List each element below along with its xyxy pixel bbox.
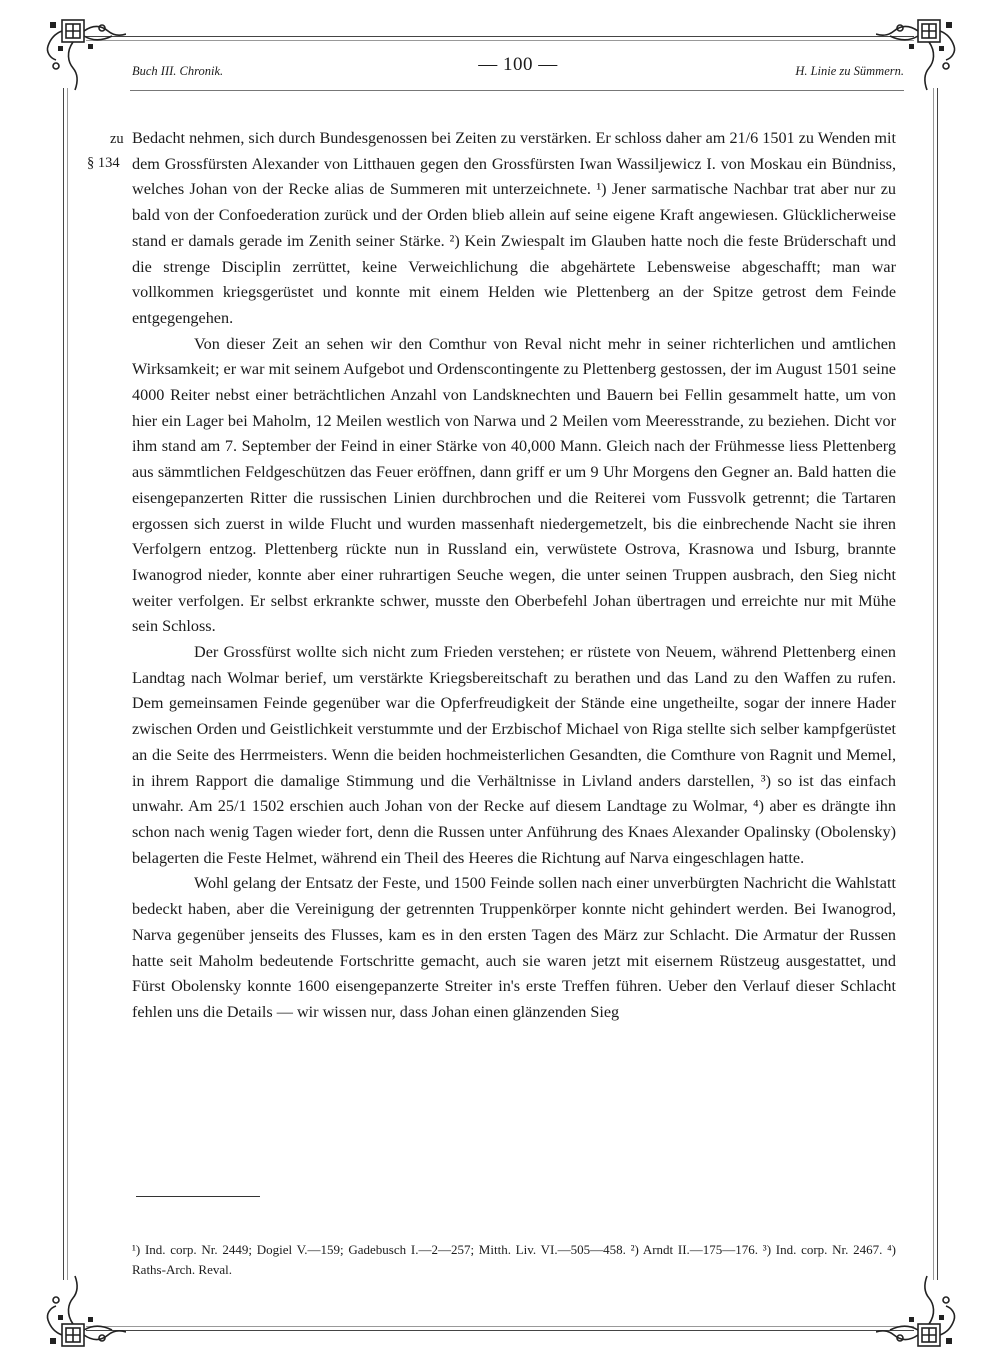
frame-border-top [86, 36, 914, 37]
body-text [132, 126, 896, 1026]
margin-note-zu: zu [110, 131, 124, 147]
corner-ornament-icon [42, 1268, 126, 1352]
frame-border-left [63, 88, 64, 1280]
frame-border-bottom [86, 1330, 914, 1331]
frame-border-top-inner [86, 40, 914, 41]
footnotes: ¹) Ind. corp. Nr. 2449; Dogiel V.—159; Gadebusch I.—2—257; Mitth. Liv. VI.—505—458. ²) Arndt II.—175—176. ³) Ind. corp. Nr. 2467. ⁴) Raths-Arch. Reval. [132, 1242, 896, 1277]
page-number: — 100 — [478, 54, 558, 75]
corner-ornament-icon [42, 14, 126, 98]
frame-border-right [937, 88, 938, 1280]
header-section-title: H. Linie zu Sümmern. [795, 64, 904, 78]
running-header [132, 54, 904, 82]
frame-border-left-inner [67, 88, 68, 1280]
header-rule [130, 90, 904, 91]
frame-border-bottom-inner [86, 1326, 914, 1327]
paragraph: Wohl gelang der Entsatz der Feste, und 1500 Feinde sollen nach einer unverbürgten Nachricht die Wahlstatt bedeckt haben, aber die Vereinigung der getrennten Truppenkörper konnte nicht gehindert werden. Bei Iwanogrod, Narva gegenüber jenseits des Flusses, kam es in den ersten Tagen des März zur Schlacht. Die Armatur der Russen hatte seit Maholm bedeutende Fortschritte gemacht, auch sie waren jetzt mit eisernem Rüstzeug ausgestattet, und Fürst Obolensky konnte 1600 eisengepanzerte Streiter in's erste Treffen führen. Ueber den Verlauf dieser Schlacht fehlen uns die Details — wir wissen nur, dass Johan einen glänzenden Sieg [132, 874, 896, 1021]
paragraph: Bedacht nehmen, sich durch Bundesgenossen bei Zeiten zu verstärken. Er schloss daher am 21/6 1501 zu Wenden mit dem Grossfürsten Alexander von Litthauen gegen den Grossfürsten Iwan Wassiljewicz I. von Moskau ein Bündniss, welches Johan von der Recke alias de Summeren mit unterzeichnete. ¹) Jener sarmatische Nachbar trat aber nur zu bald von der Confoederation zurück und der Orden blieb allein auf seine eigene Kraft angewiesen. Glücklicherweise stand er damals gerade im Zenith seiner Stärke. ²) Kein Zwiespalt im Glauben hatte noch die feste Brüderschaft und die strenge Disciplin zerrüttet, keine Verweichlichung die abgehärtete Lebensweise abgeschafft; man war vollkommen kriegsgerüstet und konnte mit einem Helden wie Plettenberg an der Spitze getrost dem Feinde entgegengehen. [132, 129, 896, 327]
header-book-title: Buch III. Chronik. [132, 64, 224, 78]
paragraph: Von dieser Zeit an sehen wir den Comthur von Reval nicht mehr in seiner richterlichen und amtlichen Wirksamkeit; er war mit seinem Aufgebot und Ordenscontingente zu Plettenberg gestossen, der im August 1501 seine 4000 Reiter nebst einer beträchtlichen Anzahl von Landsknechten und Bauern bei Fellin gesammelt hatte, um von hier ein Lager bei Maholm, 12 Meilen westlich von Narwa und 2 Meilen vom Meeresstrande, zu beziehen. Dicht vor ihm stand am 7. September der Feind in einer Stärke von 40,000 Mann. Gleich nach der Frühmesse liess Plettenberg aus sämmtlichen Feldgeschützen das Feuer eröffnen, dann griff er um 9 Uhr Morgens den Gegner an. Bald hatten die eisengepanzerten Ritter die russischen Linien durchbrochen und die Reiterei vom Fussvolk getrennt; die Tartaren ergossen sich zuerst in wilde Flucht und wurden massenhaft niedergemetzelt, bis die einbrechende Nacht sie ihren Verfolgern entzog. Plettenberg rückte nun in Russland ein, verwüstete Ostrova, Krasnowa und Isburg, brannte Iwanogrod nieder, konnte aber einer ruhrartigen Seuche wegen, die unter seinen Truppen ausbrach, den Sieg nicht weiter verfolgen. Er selbst erkrankte schwer, musste den Oberbefehl Johan übertragen und erreichte nur mit Mühe sein Schloss. [132, 334, 896, 636]
frame-border-right-inner [933, 88, 934, 1280]
paragraph: Der Grossfürst wollte sich nicht zum Frieden verstehen; er rüstete von Neuem, während Plettenberg einen Landtag nach Wolmar berief, um verstärkte Kriegsbereitschaft zu berathen und das Land zu den Waffen zu rufen. Dem gemeinsamen Feinde gegenüber war die Opferfreudigkeit der Stände eine ungetheilte, sogar der innere Hader zwischen Orden und Geistlichkeit verstummte und der Erzbischof Michael von Riga stellte sich selber kampfgerüstet an die Seite des Herrmeisters. Wenn die beiden hochmeisterlichen Gesandten, die Comthure von Ragnit und Memel, in ihrem Rapport die damalige Stimmung und die Verhältnisse in Livland anders darstellen, ³) so ist das einfach unwahr. Am 25/1 1502 erschien auch Johan von der Recke auf diesem Landtage zu Wolmar, ⁴) aber es drängte ihn schon nach wenig Tagen wieder fort, denn die Russen unter Anführung des Knaes Alexander Opalinsky (Obolensky) belagerten die Feste Helmet, während ein Theil des Heeres die Richtung auf Narva eingeschlagen hatte. [132, 643, 896, 867]
corner-ornament-icon [876, 1268, 960, 1352]
footnote-rule [136, 1196, 260, 1197]
margin-section-reference: § 134 [87, 155, 120, 171]
